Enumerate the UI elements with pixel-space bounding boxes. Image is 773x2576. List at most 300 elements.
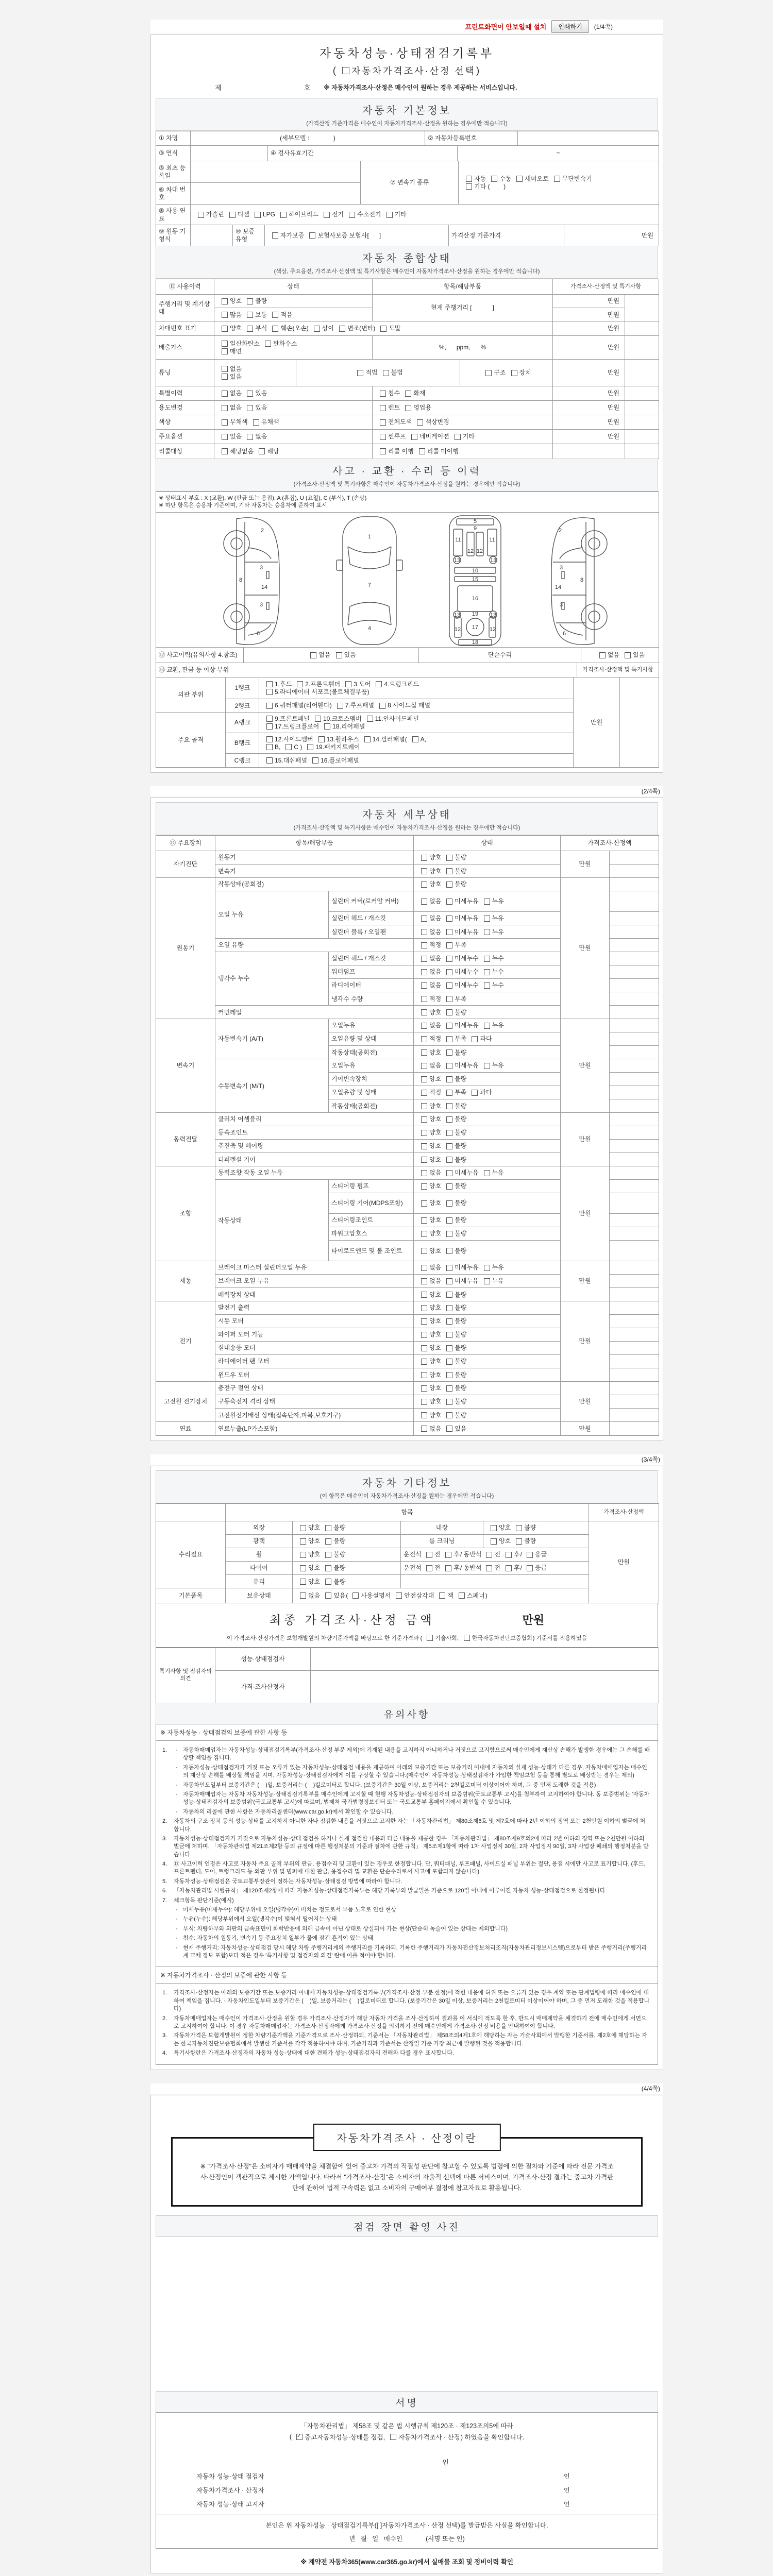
cell (329, 1019, 414, 1032)
checkbox[interactable] (421, 1143, 427, 1149)
print-install-notice[interactable]: 프린트화면이 안보일때 설치 (465, 23, 547, 31)
cell (214, 401, 373, 415)
cell (589, 1504, 659, 1521)
checkbox[interactable] (421, 1063, 427, 1069)
checkbox[interactable] (446, 1345, 452, 1351)
checkbox[interactable] (380, 419, 386, 426)
cell (401, 1521, 483, 1535)
checkbox[interactable] (421, 996, 427, 1002)
checkbox[interactable] (325, 1525, 331, 1531)
checkbox[interactable] (419, 448, 425, 454)
checkbox[interactable] (376, 681, 382, 687)
checkbox-label: 도말 (389, 325, 401, 332)
checkbox[interactable] (421, 1412, 427, 1418)
checkbox-label: 자동차가격조사 · 산정 (398, 2434, 460, 2442)
table-row (226, 1521, 589, 1535)
label: 스티어링 기어(MDPS포함) (331, 1199, 403, 1207)
checkbox[interactable] (446, 1426, 452, 1432)
checkbox[interactable] (421, 942, 427, 948)
checkbox[interactable] (421, 969, 427, 975)
checkbox[interactable] (446, 969, 452, 975)
checkbox[interactable] (266, 736, 273, 742)
cell (553, 308, 625, 321)
checkbox[interactable] (446, 982, 452, 989)
checkbox[interactable] (421, 1217, 427, 1224)
checkbox[interactable] (491, 176, 497, 182)
checkbox[interactable] (446, 1332, 452, 1338)
checkbox[interactable] (380, 391, 386, 397)
checkbox[interactable] (300, 1565, 306, 1571)
checkbox[interactable] (342, 67, 349, 74)
checkbox[interactable] (446, 1116, 452, 1123)
checkbox[interactable] (325, 1579, 331, 1585)
notice-subitem (175, 1906, 650, 1914)
table-row (215, 891, 560, 939)
checkbox[interactable] (445, 1552, 451, 1558)
cell (414, 1126, 561, 1140)
checkbox[interactable] (472, 1090, 478, 1096)
checkbox[interactable] (446, 1278, 452, 1284)
checkbox[interactable] (300, 1525, 306, 1531)
checkbox[interactable] (484, 1278, 490, 1284)
checkbox[interactable] (625, 652, 631, 658)
checkbox[interactable] (511, 370, 517, 376)
cell (215, 878, 414, 891)
checkbox[interactable] (421, 1426, 427, 1432)
checkbox[interactable] (247, 298, 253, 304)
label: 주요 골격 (178, 736, 204, 743)
checkbox[interactable] (300, 1579, 306, 1585)
detail-condition-table (156, 835, 659, 1436)
checkbox[interactable] (446, 1305, 452, 1311)
checkbox[interactable] (421, 929, 427, 935)
checkbox[interactable] (265, 341, 271, 347)
checkbox[interactable] (446, 1103, 452, 1109)
checkbox[interactable] (446, 929, 452, 935)
cell (215, 1180, 329, 1261)
checkbox[interactable] (421, 1170, 427, 1176)
checkbox-checked[interactable] (296, 2434, 303, 2440)
checkbox[interactable] (446, 855, 452, 861)
checkbox[interactable] (486, 1565, 492, 1571)
checkbox[interactable] (516, 176, 523, 182)
checkbox[interactable] (222, 348, 228, 354)
checkbox[interactable] (266, 744, 273, 750)
checkbox[interactable] (484, 969, 490, 975)
checkbox[interactable] (516, 1525, 522, 1531)
checkbox[interactable] (349, 212, 355, 218)
checkbox[interactable] (421, 1399, 427, 1405)
checkbox[interactable] (417, 419, 423, 426)
checkbox[interactable] (336, 652, 342, 658)
checkbox[interactable] (421, 1292, 427, 1298)
checkbox[interactable] (446, 1217, 452, 1224)
checkbox[interactable] (222, 391, 228, 397)
checkbox-label: 부족 (455, 941, 467, 948)
checkbox[interactable] (297, 681, 303, 687)
label: 작동상태(공회전) (331, 1048, 378, 1056)
checkbox[interactable] (421, 1023, 427, 1029)
label: 만원 (617, 1558, 630, 1566)
checkbox[interactable] (446, 1183, 452, 1190)
checkbox-label: 양호 (308, 1578, 321, 1585)
checkbox[interactable] (421, 1385, 427, 1392)
label: 만원 (641, 231, 653, 239)
label: 특별이력 (159, 389, 183, 397)
checkbox-label: 있음 (230, 433, 242, 440)
notice-item-text: ⑫ 사고이력 인정은 사고로 자동차 주요 골격 부위의 판금, 용접수리 및 교환이 있는 경우로 한정합니다. 단, 쿼터패널, 루프패널, 사이드실 패널 부위는 절단, 용접 시에만 사고로 표기합니다. (후드, 프론트펜더, 도어, 트렁크리드 등 외판 부위 및 범퍼에 대한 판금, 용접수리 및 교환은 단순수리로서 사고에 포함되지 않습니다) (174, 1861, 646, 1875)
checkbox[interactable] (421, 1359, 427, 1365)
checkbox[interactable] (446, 1399, 452, 1405)
checkbox[interactable] (491, 1538, 497, 1545)
svg-text:3: 3 (559, 602, 563, 608)
checkbox[interactable] (445, 1565, 451, 1571)
table-row (329, 992, 561, 1006)
checkbox[interactable] (405, 391, 411, 397)
checkbox[interactable] (506, 1552, 512, 1558)
checkbox[interactable] (421, 899, 427, 905)
checkbox[interactable] (516, 1538, 522, 1545)
checkbox[interactable] (484, 956, 490, 962)
checkbox[interactable] (486, 1552, 492, 1558)
checkbox[interactable] (421, 1116, 427, 1123)
section-subtitle: (이 항목은 매수인이 자동차가격조사·산정을 원하는 경우에만 적습니다) (320, 1493, 494, 1499)
checkbox[interactable] (421, 1200, 427, 1207)
checkbox[interactable] (455, 434, 461, 440)
checkbox[interactable] (266, 716, 273, 722)
cell (414, 1032, 561, 1046)
checkbox-label: 16.플로어패널 (321, 756, 359, 764)
print-button[interactable]: 인쇄하기 (551, 20, 589, 33)
checkbox[interactable] (421, 1076, 427, 1082)
cell (215, 1342, 414, 1355)
checkbox[interactable] (421, 1157, 427, 1163)
checkbox-label: 5.라디에이터 서포트(볼트체결부품) (275, 688, 369, 696)
checkbox[interactable] (527, 1552, 533, 1558)
checkbox[interactable] (300, 1538, 306, 1545)
text: ) (485, 1591, 488, 1599)
checkbox[interactable] (446, 1318, 452, 1325)
checkbox[interactable] (446, 1130, 452, 1136)
checkbox[interactable] (247, 312, 253, 318)
bullet-icon: · (176, 1747, 178, 1753)
checkbox[interactable] (421, 982, 427, 989)
checkbox[interactable] (446, 1023, 452, 1029)
checkbox[interactable] (472, 1036, 478, 1042)
inspector-opinion-table (156, 1648, 659, 1703)
checkbox[interactable] (325, 1592, 331, 1599)
checkbox[interactable] (421, 1130, 427, 1136)
checkbox[interactable] (310, 652, 316, 658)
checkbox[interactable] (439, 1592, 445, 1599)
checkbox[interactable] (446, 1359, 452, 1365)
checkbox[interactable] (312, 757, 318, 764)
svg-text:8: 8 (580, 577, 583, 583)
checkbox-label: 있음 (344, 651, 356, 658)
label: 차대번호 표기 (159, 325, 196, 332)
cell (156, 1504, 226, 1521)
table-row (610, 891, 659, 912)
checkbox[interactable] (272, 326, 278, 332)
checkbox[interactable] (266, 757, 273, 764)
checkbox[interactable] (222, 341, 228, 347)
checkbox[interactable] (325, 1565, 331, 1571)
checkbox[interactable] (484, 929, 490, 935)
label: 와이퍼 모터 기능 (218, 1331, 263, 1338)
checkbox[interactable] (405, 405, 411, 411)
cell (414, 1288, 561, 1301)
checkbox[interactable] (337, 703, 343, 709)
checkbox[interactable] (352, 1592, 359, 1599)
checkbox[interactable] (446, 1170, 452, 1176)
checkbox[interactable] (421, 1248, 427, 1254)
checkbox[interactable] (506, 1565, 512, 1571)
svg-text:17: 17 (472, 624, 478, 631)
checkbox[interactable] (357, 370, 363, 376)
basic-info-table (156, 131, 659, 246)
checkbox-label: 전체도색 (388, 418, 412, 426)
cell (226, 1575, 293, 1588)
label: 만원 (579, 1210, 591, 1217)
checkbox[interactable] (259, 448, 265, 454)
checkbox[interactable] (484, 899, 490, 905)
cell (329, 1099, 414, 1113)
checkbox[interactable] (446, 1265, 452, 1271)
cell (259, 677, 573, 699)
checkbox[interactable] (527, 1565, 533, 1571)
checkbox[interactable] (446, 1049, 452, 1056)
checkbox[interactable] (247, 405, 253, 411)
checkbox[interactable] (315, 716, 321, 722)
checkbox[interactable] (272, 312, 278, 318)
cell (561, 1422, 610, 1435)
checkbox[interactable] (396, 1592, 402, 1599)
cell (610, 851, 659, 865)
checkbox[interactable] (411, 434, 417, 440)
checkbox[interactable] (280, 212, 287, 218)
checkbox[interactable] (421, 1231, 427, 1237)
checkbox[interactable] (272, 232, 278, 239)
checkbox[interactable] (421, 956, 427, 962)
table-row (610, 1328, 659, 1342)
checkbox[interactable] (222, 312, 228, 318)
checkbox[interactable] (421, 1090, 427, 1096)
checkbox[interactable] (222, 374, 228, 380)
checkbox[interactable] (421, 1009, 427, 1015)
checkbox[interactable] (459, 1592, 465, 1599)
checkbox[interactable] (379, 703, 385, 709)
checkbox[interactable] (380, 405, 386, 411)
checkbox[interactable] (484, 1265, 490, 1271)
checkbox[interactable] (386, 212, 393, 218)
checkbox[interactable] (421, 1332, 427, 1338)
checkbox[interactable] (364, 736, 371, 742)
checkbox[interactable] (421, 882, 427, 888)
checkbox[interactable] (314, 326, 320, 332)
checkbox-label: 3.도어 (354, 680, 371, 688)
checkbox[interactable] (484, 916, 490, 922)
checkbox[interactable] (285, 744, 292, 750)
checkbox[interactable] (266, 723, 273, 730)
checkbox[interactable] (345, 681, 351, 687)
label: 구동축전지 격리 상태 (218, 1398, 275, 1405)
checkbox[interactable] (446, 1385, 452, 1392)
checkbox[interactable] (421, 868, 427, 874)
checkbox[interactable] (421, 1305, 427, 1311)
checkbox[interactable] (446, 1412, 452, 1418)
checkbox[interactable] (380, 326, 386, 332)
checkbox[interactable] (222, 405, 228, 411)
checkbox[interactable] (421, 916, 427, 922)
checkbox[interactable] (446, 1200, 452, 1207)
checkbox[interactable] (307, 744, 313, 750)
checkbox[interactable] (484, 1170, 490, 1176)
checkbox[interactable] (229, 212, 236, 218)
checkbox[interactable] (247, 391, 253, 397)
checkbox[interactable] (485, 370, 492, 376)
checkbox[interactable] (554, 176, 560, 182)
checkbox[interactable] (446, 882, 452, 888)
checkbox[interactable] (266, 703, 273, 709)
notice-item (160, 2015, 650, 2031)
checkbox[interactable] (318, 736, 325, 742)
checkbox[interactable] (222, 366, 228, 372)
checkbox[interactable] (421, 1049, 427, 1056)
checkbox[interactable] (466, 176, 472, 182)
table-row (610, 1086, 659, 1099)
checkbox[interactable] (446, 942, 452, 948)
checkbox[interactable] (266, 681, 273, 687)
cell (215, 1113, 414, 1126)
checkbox[interactable] (412, 736, 418, 742)
checkbox[interactable] (421, 1318, 427, 1325)
checkbox[interactable] (484, 1023, 490, 1029)
checkbox[interactable] (446, 1076, 452, 1082)
label: B랭크 (234, 739, 251, 747)
checkbox[interactable] (446, 868, 452, 874)
cell (215, 1382, 561, 1422)
checkbox[interactable] (222, 434, 228, 440)
checkbox[interactable] (222, 448, 228, 454)
cell (610, 1126, 659, 1140)
checkbox[interactable] (339, 326, 345, 332)
cell (553, 295, 625, 321)
checkbox[interactable] (446, 916, 452, 922)
checkbox[interactable] (309, 232, 315, 239)
checkbox[interactable] (421, 1103, 427, 1109)
svg-text:12: 12 (476, 548, 483, 554)
checkbox[interactable] (426, 1552, 432, 1558)
checkbox[interactable] (247, 434, 253, 440)
checkbox[interactable] (421, 855, 427, 861)
cell (215, 1288, 414, 1301)
checkbox[interactable] (466, 183, 472, 190)
checkbox[interactable] (198, 212, 204, 218)
checkbox[interactable] (222, 419, 228, 426)
checkbox[interactable] (446, 1372, 452, 1378)
table-row (215, 851, 560, 865)
checkbox[interactable] (446, 899, 452, 905)
checkbox[interactable] (383, 370, 389, 376)
checkbox[interactable] (484, 982, 490, 989)
cell (156, 295, 214, 321)
checkbox-label: 부식 (255, 325, 267, 332)
checkbox[interactable] (421, 1278, 427, 1284)
checkbox[interactable] (255, 212, 261, 218)
cell (156, 1521, 226, 1588)
checkbox[interactable] (426, 1565, 432, 1571)
section-title: 자동차 세부상태 (362, 809, 451, 821)
checkbox-label: 후 (514, 1564, 520, 1571)
checkbox[interactable] (446, 1090, 452, 1096)
final-price-label: 최종 가격조사·산정 금액 (269, 1613, 435, 1626)
checkbox-label: 불량 (455, 1317, 467, 1325)
checkbox[interactable] (421, 1372, 427, 1378)
checkbox[interactable] (421, 1183, 427, 1190)
checkbox[interactable] (446, 1292, 452, 1298)
checkbox[interactable] (380, 434, 386, 440)
checkbox[interactable] (421, 1345, 427, 1351)
checkbox[interactable] (446, 1248, 452, 1254)
checkbox[interactable] (300, 1592, 306, 1599)
checkbox[interactable] (446, 1009, 452, 1015)
checkbox-label: 리콜 미이행 (427, 447, 459, 455)
bullet-icon: · (176, 1808, 178, 1815)
section-title: 유의사항 (383, 1709, 430, 1720)
checkbox[interactable] (325, 1538, 331, 1545)
checkbox[interactable] (446, 1143, 452, 1149)
checkbox[interactable] (324, 723, 330, 730)
checkbox[interactable] (446, 1063, 452, 1069)
checkbox-label: 양호 (230, 297, 242, 304)
checkbox[interactable] (367, 716, 373, 722)
checkbox[interactable] (380, 448, 386, 454)
checkbox[interactable] (446, 1157, 452, 1163)
checkbox-label: B, (275, 743, 281, 751)
checkbox[interactable] (484, 1063, 490, 1069)
checkbox[interactable] (446, 1231, 452, 1237)
checkbox[interactable] (446, 956, 452, 962)
cell (610, 992, 659, 1006)
checkbox[interactable] (427, 1635, 433, 1641)
checkbox[interactable] (446, 1036, 452, 1042)
checkbox[interactable] (491, 1525, 497, 1531)
checkbox-label: 양호 (429, 1331, 442, 1338)
cell (610, 1153, 659, 1166)
checkbox[interactable] (324, 212, 330, 218)
checkbox[interactable] (222, 326, 228, 332)
checkbox[interactable] (253, 419, 259, 426)
cell (373, 279, 553, 295)
table-row (215, 1382, 560, 1395)
checkbox-label: 불량 (455, 1331, 467, 1338)
checkbox[interactable] (446, 996, 452, 1002)
checkbox[interactable] (421, 1265, 427, 1271)
label: 실린더 헤드 / 개스킷 (331, 955, 386, 962)
checkbox[interactable] (464, 1635, 470, 1641)
checkbox[interactable] (266, 689, 273, 695)
checkbox[interactable] (247, 326, 253, 332)
checkbox[interactable] (421, 1036, 427, 1042)
checkbox[interactable] (222, 298, 228, 304)
checkbox[interactable] (325, 1552, 331, 1558)
cell (156, 146, 191, 161)
cell (625, 295, 659, 321)
cell (414, 1153, 561, 1166)
checkbox[interactable] (300, 1552, 306, 1558)
checkbox[interactable] (599, 652, 606, 658)
checkbox[interactable] (390, 2434, 396, 2440)
